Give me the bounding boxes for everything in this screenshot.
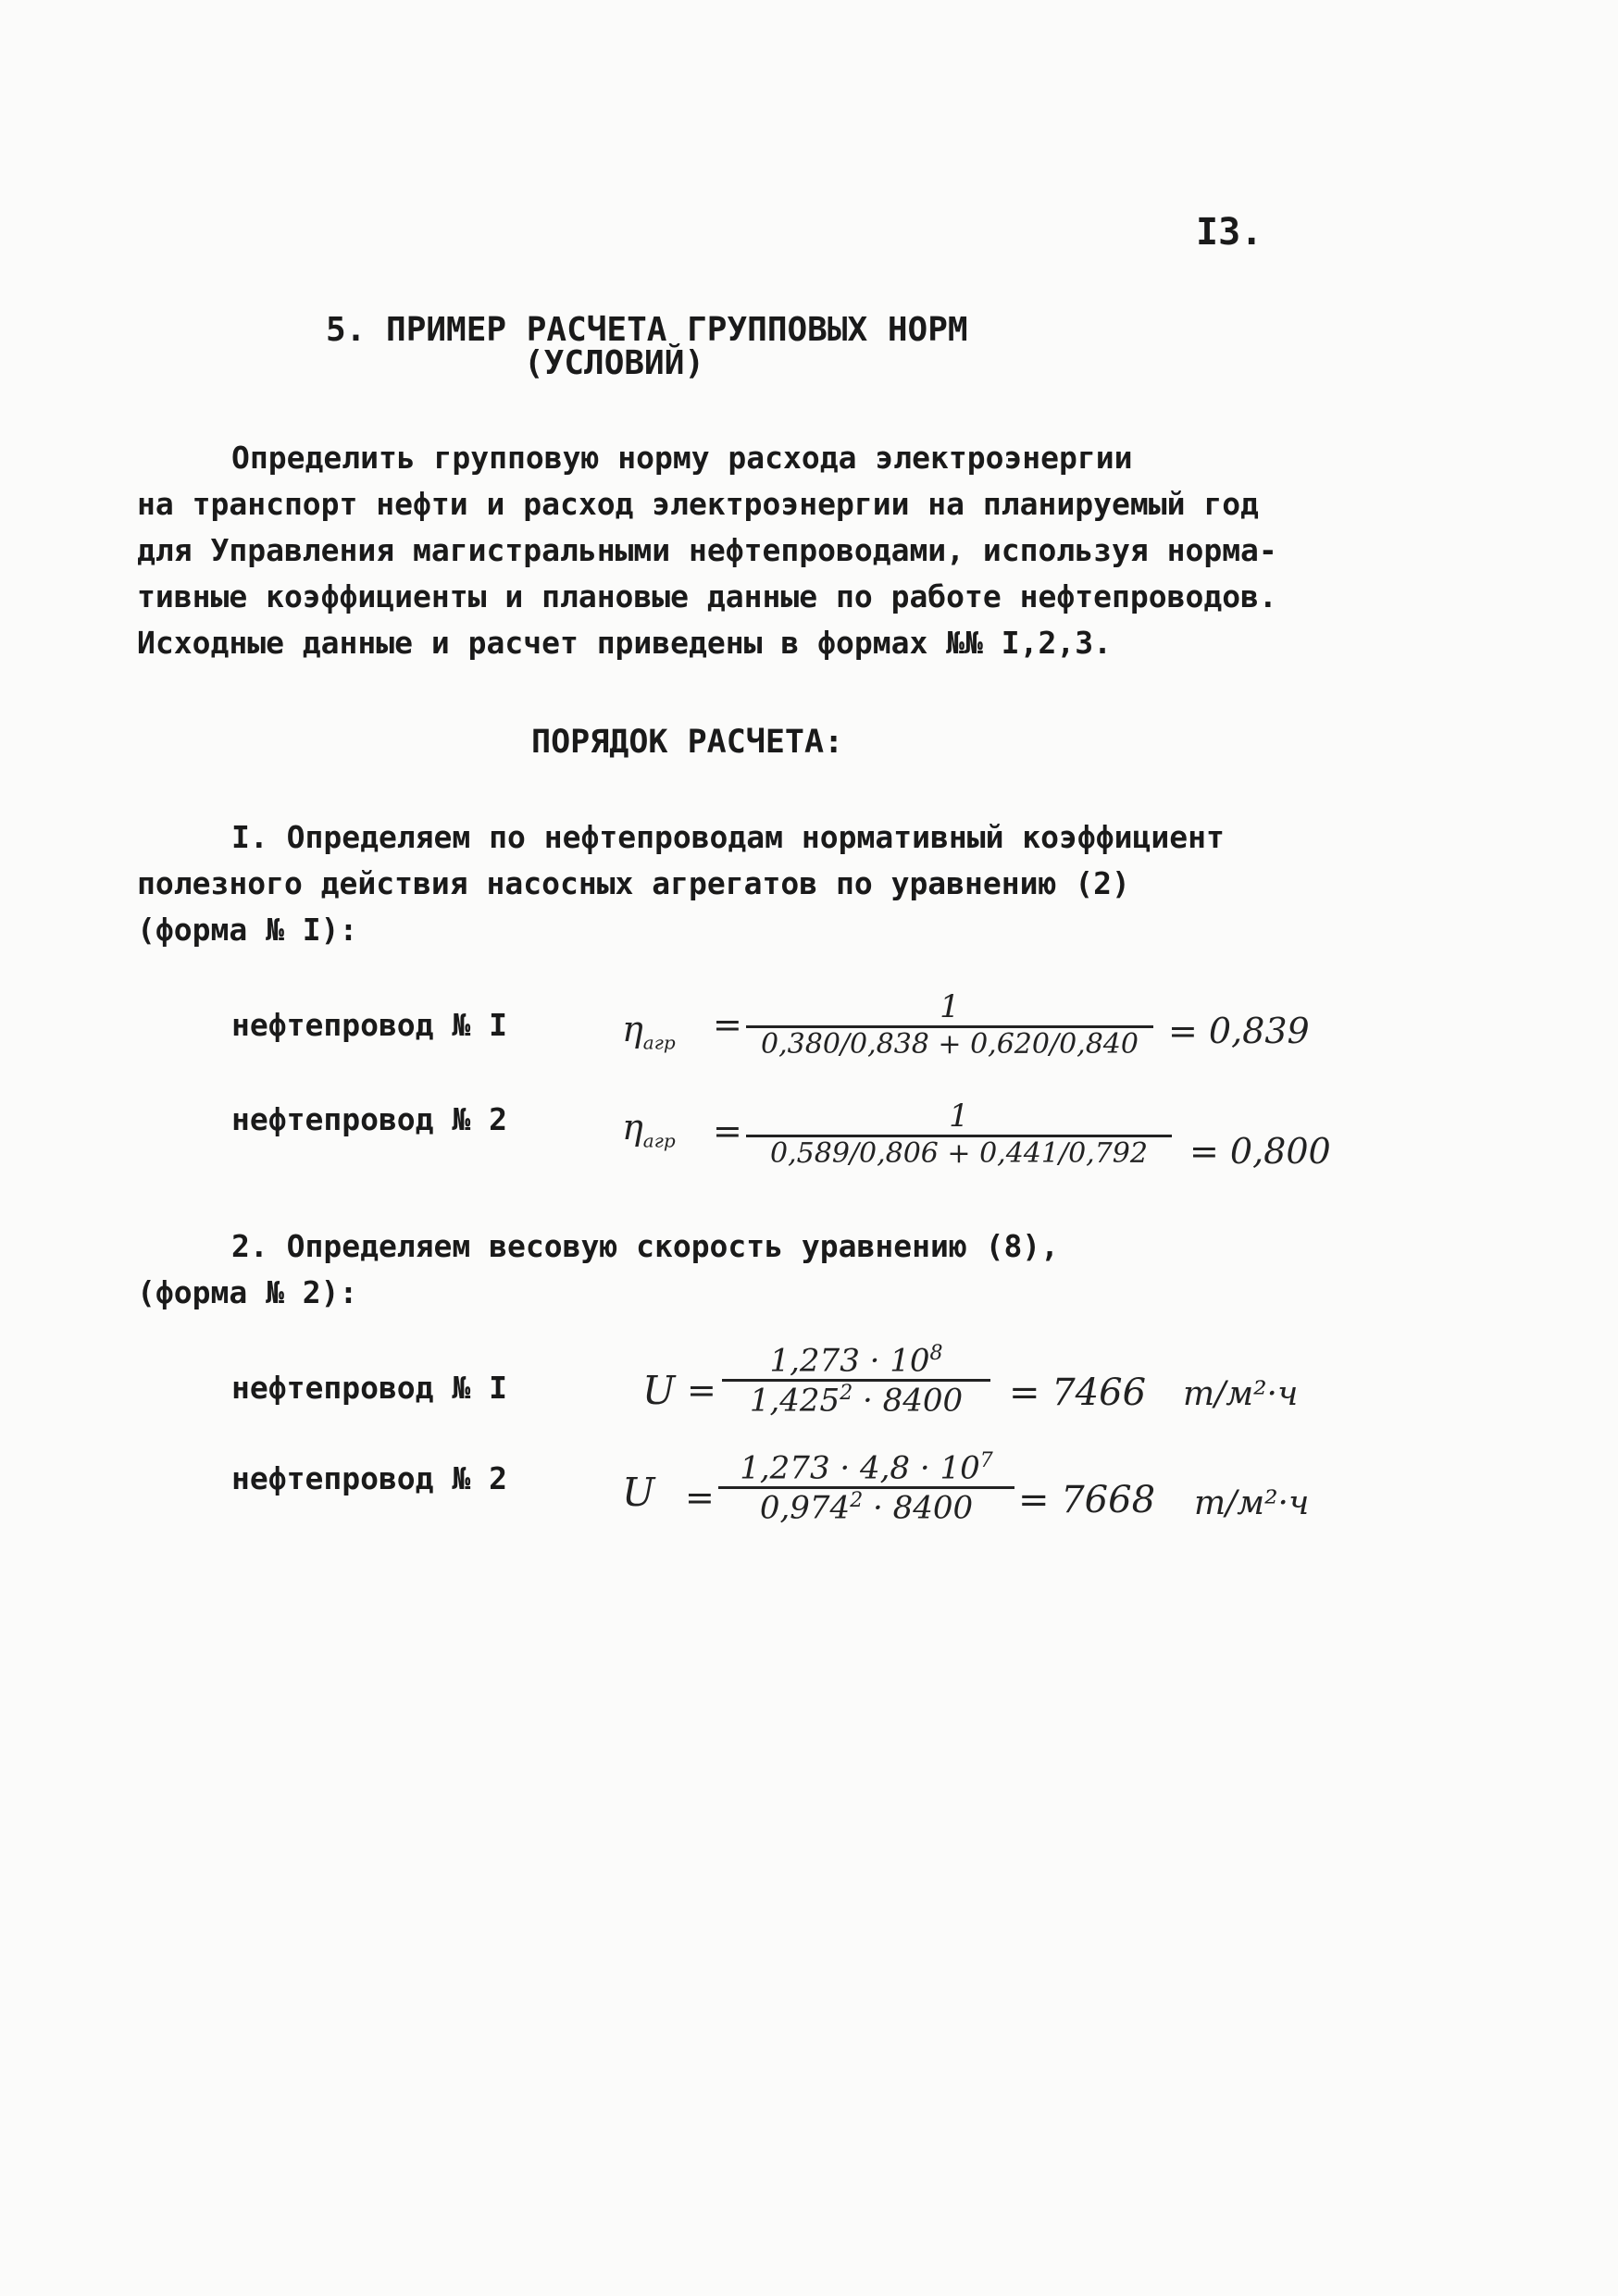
text-line: Определить групповую норму расхода электроэнергии <box>231 440 1133 476</box>
equals-sign: = <box>687 1370 716 1410</box>
procedure-heading: ПОРЯДОК РАСЧЕТА: <box>531 724 844 761</box>
page-number: I3. <box>1196 211 1263 254</box>
eff-result-2: = 0,800 <box>1189 1131 1331 1172</box>
intro-paragraph <box>137 435 1359 666</box>
section-heading: 5. ПРИМЕР РАСЧЕТА ГРУППОВЫХ НОРМ <box>326 311 968 349</box>
speed-unit-1: т/м²·ч <box>1183 1375 1299 1413</box>
text-line: тивные коэффициенты и плановые данные по работе нефтепроводов. <box>137 578 1277 614</box>
speed-fraction-1: $1,273 \cdot 10^8$ 1,425$^2$ · 8400 <box>722 1342 990 1420</box>
step-1-paragraph <box>137 814 1359 953</box>
pipeline-2-label: нефтепровод № 2 <box>231 1101 508 1137</box>
text-line: I. Определяем по нефтепроводам нормативный коэффициент <box>231 819 1225 855</box>
equals-sign: = <box>713 1111 742 1151</box>
eff-fraction-1: 1 0,380/0,838 + 0,620/0,840 <box>746 988 1153 1061</box>
section-heading-sub: (УСЛОВИЙ) <box>524 344 705 382</box>
text-line: Исходные данные и расчет приведены в формах №№ I,2,3. <box>137 625 1112 661</box>
equals-sign: = <box>685 1477 715 1518</box>
speed-unit-2: т/м²·ч <box>1194 1484 1310 1522</box>
eff-fraction-2: 1 0,589/0,806 + 0,441/0,792 <box>746 1098 1172 1170</box>
speed-result-2: = 7668 <box>1018 1479 1156 1521</box>
pipeline-1-label: нефтепровод № I <box>231 1370 508 1406</box>
text-line: (форма № I): <box>137 912 358 948</box>
eta-symbol: $\eta_{агр}$ <box>622 1009 676 1054</box>
eta-symbol: $\eta_{агр}$ <box>622 1107 676 1152</box>
u-symbol: U <box>642 1368 676 1413</box>
speed-result-1: = 7466 <box>1009 1371 1147 1414</box>
pipeline-1-label: нефтепровод № I <box>231 1007 508 1043</box>
speed-fraction-2: $1,273 \cdot 4,8 \cdot 10^7$ 0,974$^2$ · 8400 <box>718 1449 1014 1527</box>
pipeline-2-label: нефтепровод № 2 <box>231 1460 508 1496</box>
equals-sign: = <box>713 1004 742 1045</box>
text-line: полезного действия насосных агрегатов по уравнению (2) <box>137 865 1130 901</box>
text-line: на транспорт нефти и расход электроэнергии на планируемый год <box>137 486 1259 522</box>
eff-result-1: = 0,839 <box>1168 1011 1310 1051</box>
text-line: (форма № 2): <box>137 1274 358 1310</box>
u-symbol: U <box>622 1470 655 1515</box>
text-line: для Управления магистральными нефтепроводами, используя норма- <box>137 532 1277 568</box>
step-2-paragraph <box>137 1223 1359 1316</box>
text-line: 2. Определяем весовую скорость уравнению (8), <box>231 1228 1060 1264</box>
